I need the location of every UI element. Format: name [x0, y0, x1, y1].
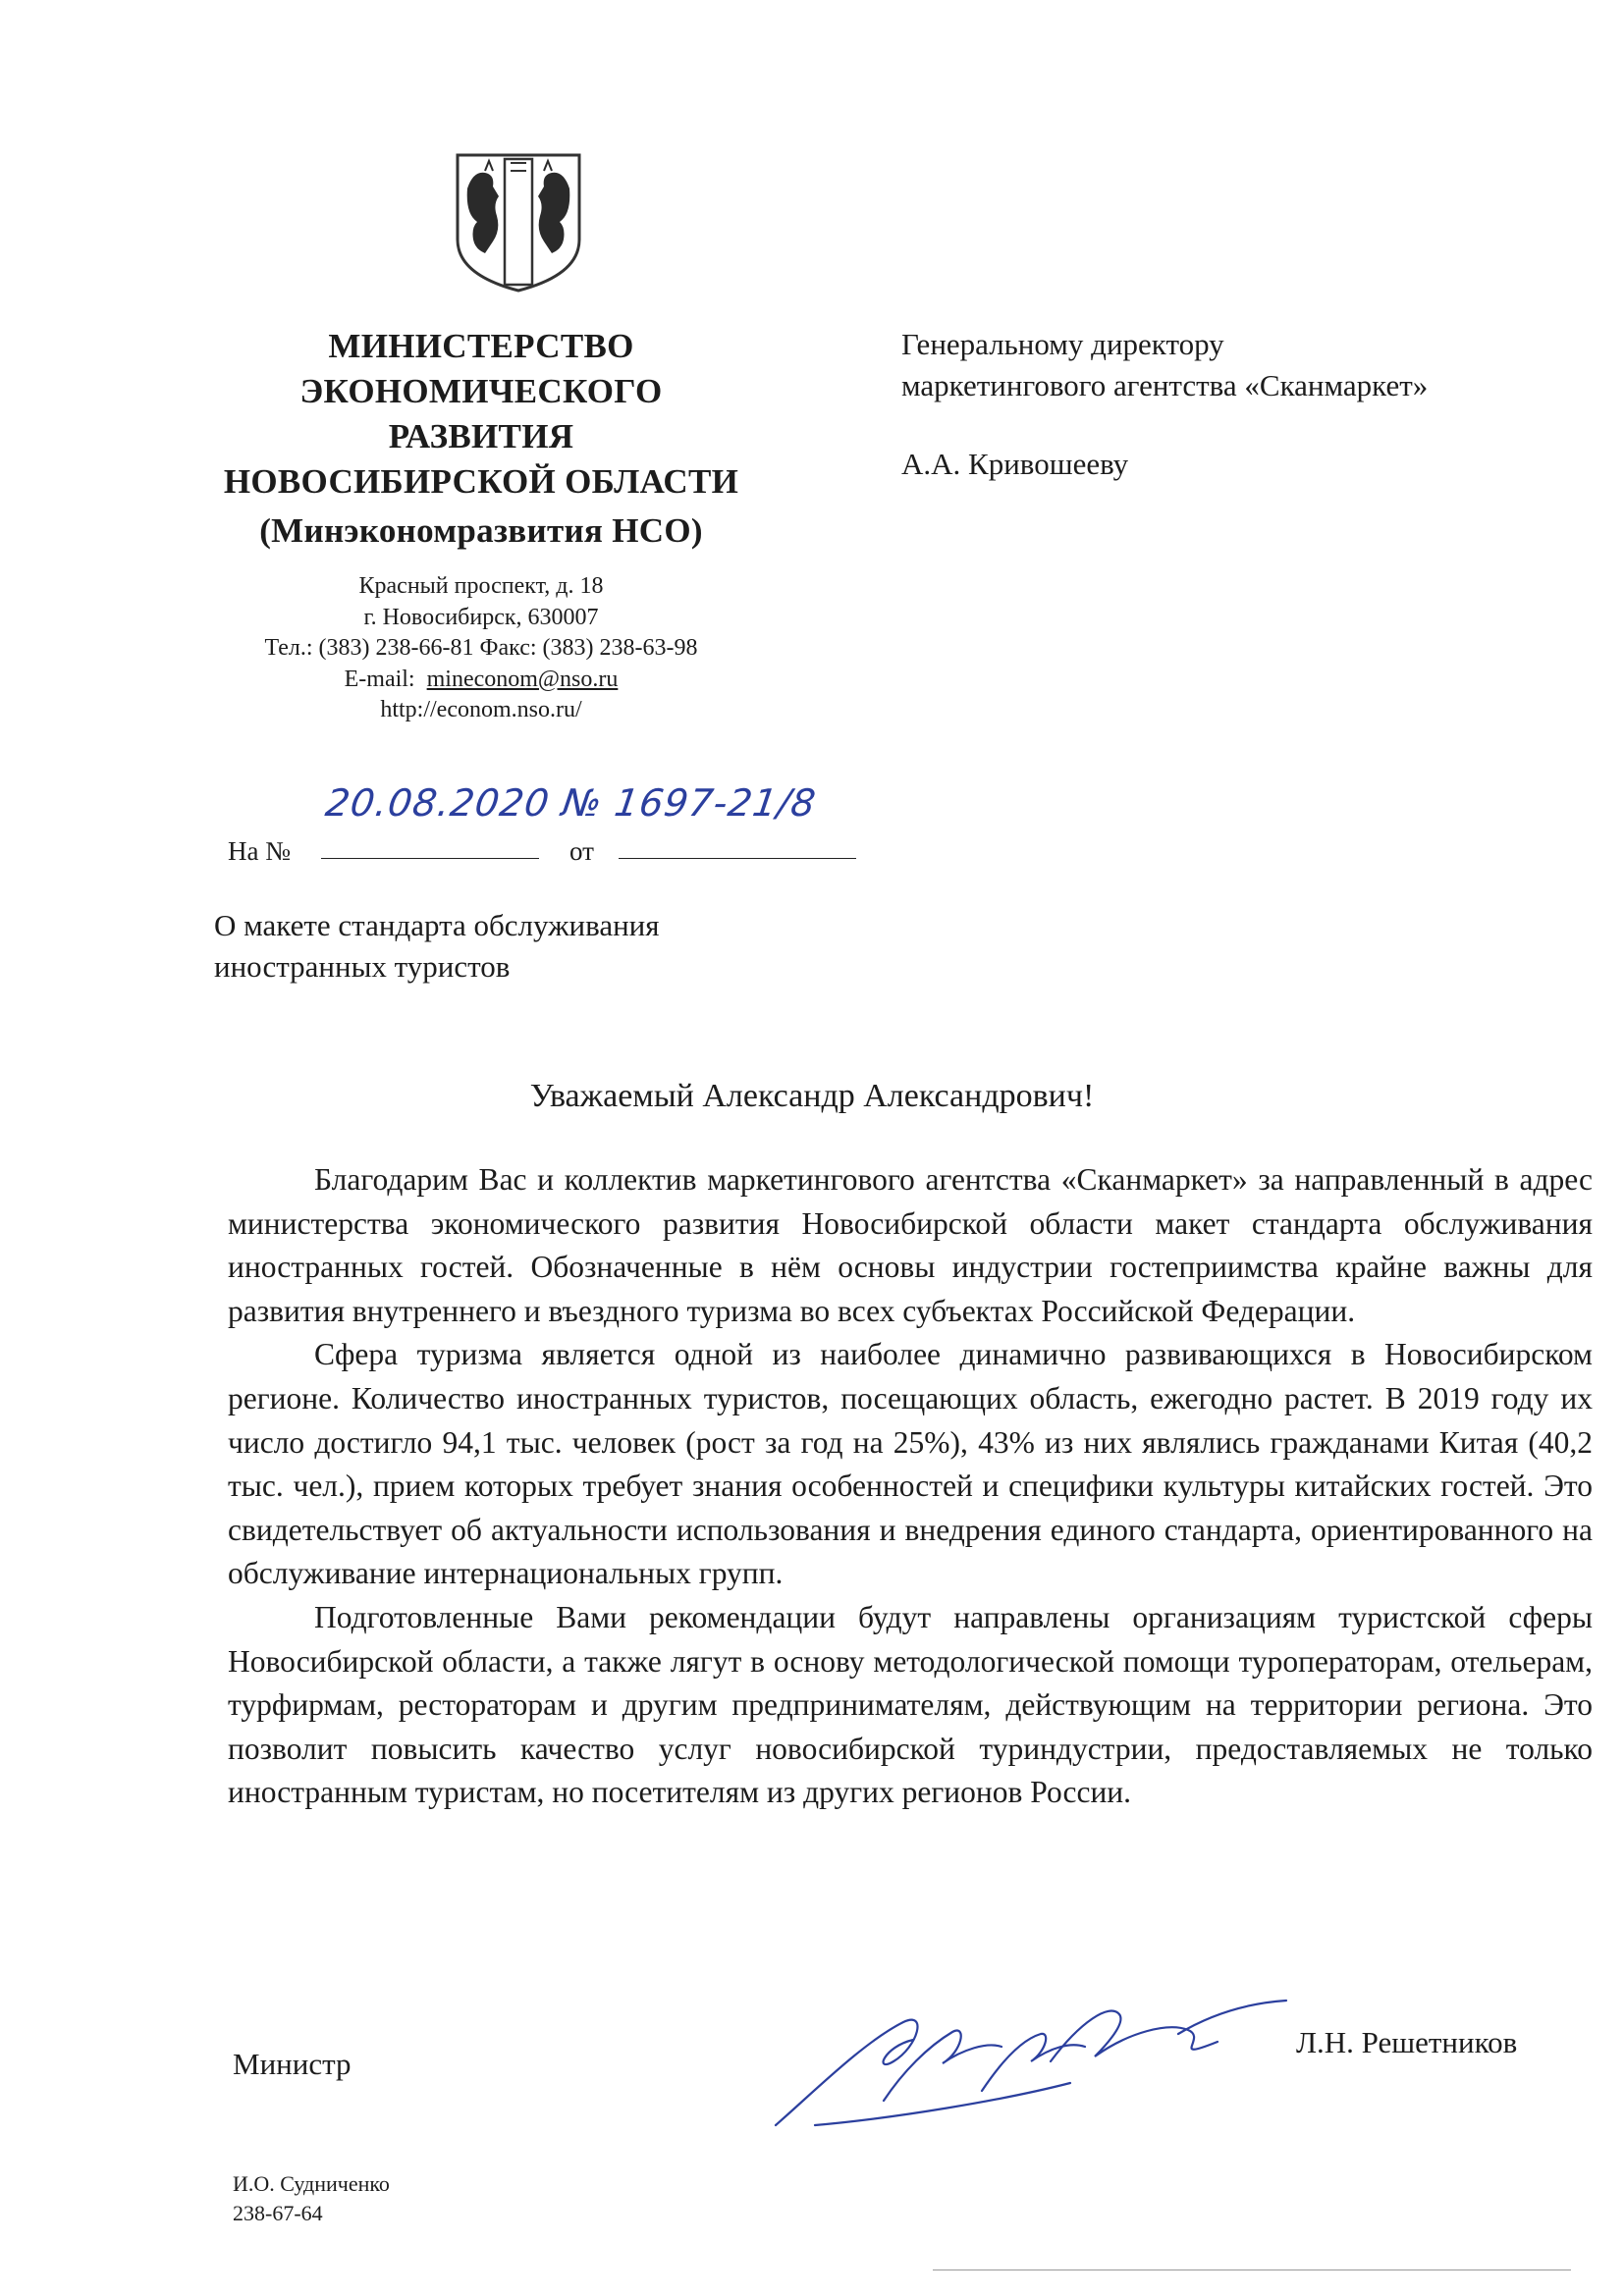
reference-date-blank — [619, 858, 856, 859]
address-phones: Тел.: (383) 238-66-81 Факс: (383) 238-63-98 — [264, 635, 698, 661]
ministry-abbreviation: (Минэкономразвития НСО) — [259, 511, 703, 550]
ministry-name-line-1: МИНИСТЕРСТВО — [328, 327, 634, 365]
recipient-name: А.А. Кривошееву — [901, 447, 1129, 481]
letter-body — [228, 1158, 1593, 1815]
executor-block — [233, 2169, 390, 2228]
body-paragraph-1: Благодарим Вас и коллектив маркетингового агентства «Сканмаркет» за направленный в адрес министерства экономического развития Новосибирской области макет стандарта обслуживания иностранных гостей. Обозначенные в нём основы индустрии гостеприимства крайне важны для развития внутреннего и въездного туризма во всех субъектах Российской Федерации. — [228, 1162, 1593, 1328]
body-paragraph-3: Подготовленные Вами рекомендации будут направлены организациям туристской сферы Новосибирской области, а также лягут в основу методологической помощи туроператорам, отельерам, турфирмам, рестораторам и другим предпринимателям, действующим на территории региона. Это позволит повысить качество услуг новосибирской туриндустрии, предоставляемых не только иностранным туристам, но посетителям из других регионов России. — [228, 1599, 1593, 1810]
executor-name: И.О. Судниченко — [233, 2171, 390, 2196]
reference-number-blank — [321, 858, 539, 859]
ministry-name-block — [187, 324, 776, 554]
address-city: г. Новосибирск, 630007 — [363, 604, 599, 630]
executor-phone: 238-67-64 — [233, 2201, 323, 2225]
recipient-line-2: маркетингового агентства «Сканмаркет» — [901, 368, 1429, 402]
ministry-address — [187, 571, 776, 726]
address-website[interactable]: http://econom.nso.ru/ — [380, 697, 582, 722]
ministry-name-line-3: РАЗВИТИЯ — [388, 417, 574, 455]
email-label: E-mail: — [344, 666, 415, 692]
recipient-block — [901, 324, 1589, 485]
reference-number-label: На № — [228, 836, 291, 866]
body-paragraph-2: Сфера туризма является одной из наиболее динамично развивающихся в Новосибирском регионе. Количество иностранных туристов, посещающих область, ежегодно растет. В 2019 году их число достигло 94,1 тыс. человек (рост за год на 25%), 43% из них являлись гражданами Китая (40,2 тыс. чел.), прием которых требует знания особенностей и специфики культуры китайских гостей. Это свидетельствует об актуальности использования и внедрения единого стандарта, ориентированного на обслуживание интернациональных групп. — [228, 1337, 1593, 1591]
scan-edge-line — [933, 2269, 1571, 2270]
ministry-name-line-4: НОВОСИБИРСКОЙ ОБЛАСТИ — [223, 462, 739, 501]
signatory-name: Л.Н. Решетников — [1296, 2025, 1518, 2059]
handwritten-signature-icon — [756, 1953, 1306, 2150]
handwritten-registration-number: 20.08.2020 № 1697-21/8 — [322, 781, 820, 825]
ministry-name-line-2: ЭКОНОМИЧЕСКОГО — [299, 372, 663, 410]
reference-date-label: от — [569, 836, 594, 866]
address-street: Красный проспект, д. 18 — [358, 573, 604, 599]
greeting: Уважаемый Александр Александрович! — [529, 1078, 1095, 1114]
letter-subject — [214, 905, 901, 988]
signatory-title: Министр — [233, 2047, 352, 2081]
subject-line-2: иностранных туристов — [214, 949, 511, 984]
address-email-line — [187, 665, 776, 696]
subject-line-1: О макете стандарта обслуживания — [214, 908, 660, 942]
recipient-line-1: Генеральному директору — [901, 327, 1224, 361]
registration-line — [228, 781, 876, 866]
novosibirsk-coat-of-arms-icon — [450, 149, 587, 294]
email-link[interactable]: mineconom@nso.ru — [426, 666, 619, 692]
